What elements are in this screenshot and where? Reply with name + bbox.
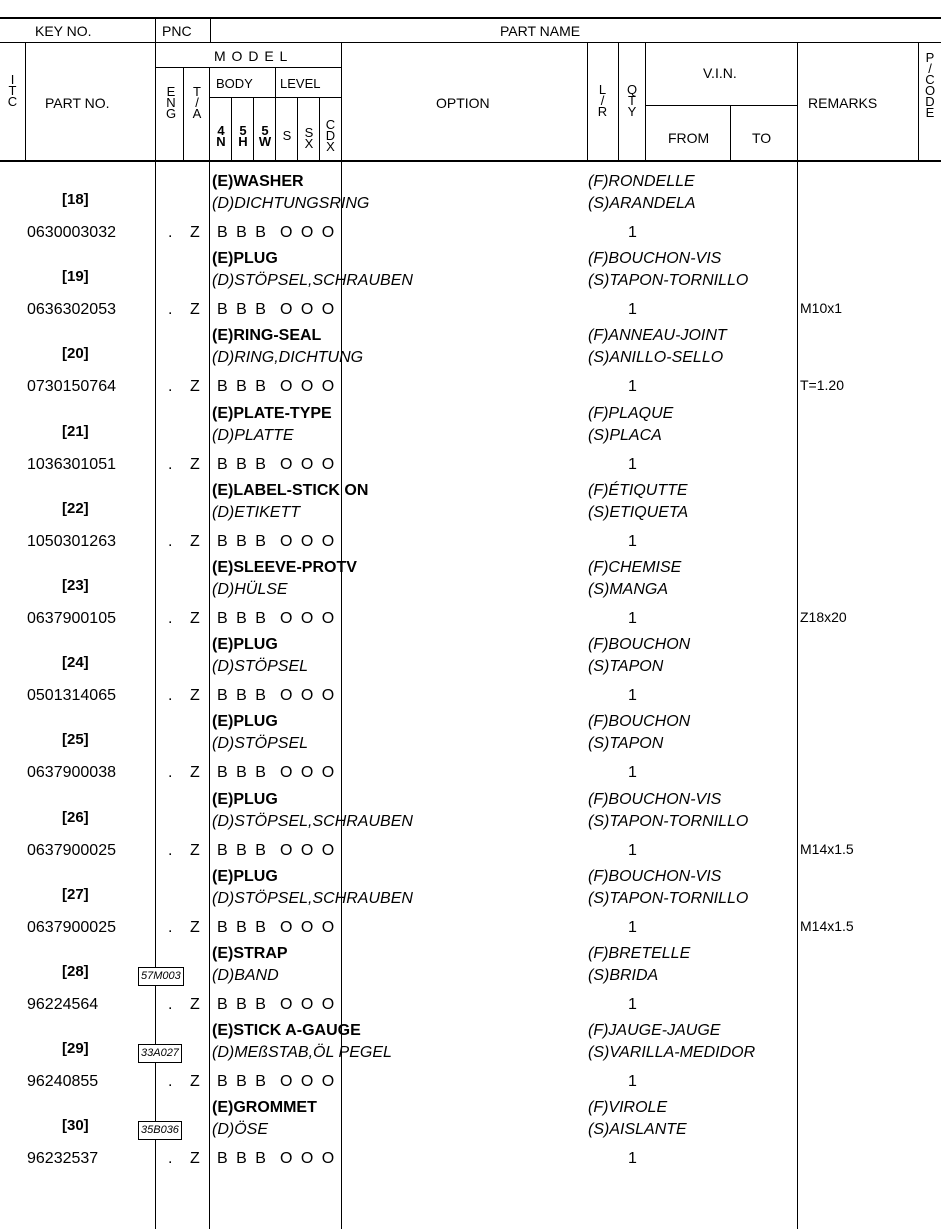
quantity: 1: [628, 919, 637, 936]
part-number: 96232537: [27, 1150, 99, 1167]
part-name-french: (F)JAUGE-JAUGE: [588, 1022, 721, 1039]
eng-code: .: [168, 919, 173, 936]
part-name-spanish: (S)BRIDA: [588, 967, 659, 984]
part-name-spanish: (S)TAPON: [588, 735, 664, 752]
divider: [275, 67, 276, 160]
key-number: [29]: [62, 1040, 89, 1057]
part-name-english: (E)LABEL-STICK ON: [212, 482, 369, 499]
ta-code: Z: [190, 764, 200, 781]
body-header: BODY: [216, 76, 253, 91]
itc-header: I T C: [7, 72, 18, 109]
part-name-german: (D)MEßSTAB,ÖL PEGEL: [212, 1044, 392, 1061]
part-name-english: (E)SLEEVE-PROTV: [212, 559, 357, 576]
quantity: 1: [628, 456, 637, 473]
part-number: 0637900025: [27, 842, 116, 859]
part-number: 96240855: [27, 1073, 99, 1090]
header-bottom-rule: [0, 160, 941, 162]
body-model-codes: B B B: [217, 533, 268, 550]
key-number: [25]: [62, 731, 89, 748]
ta-code: Z: [190, 1150, 200, 1167]
body-5h-header: 5 H: [238, 123, 248, 149]
part-number: 0501314065: [27, 687, 116, 704]
level-codes: O O O: [280, 1073, 337, 1090]
pnc-code: 35B036: [138, 1121, 182, 1140]
pnc-code: 57M003: [138, 967, 184, 986]
option-header: OPTION: [436, 95, 490, 111]
qty-header: Q T Y: [626, 82, 638, 119]
part-name-french: (F)VIROLE: [588, 1099, 668, 1116]
ta-code: Z: [190, 533, 200, 550]
part-number: 1050301263: [27, 533, 116, 550]
key-number: [19]: [62, 268, 89, 285]
key-number: [27]: [62, 886, 89, 903]
eng-code: .: [168, 996, 173, 1013]
remarks-header: REMARKS: [808, 95, 878, 111]
divider: [645, 42, 646, 160]
part-name-german: (D)STÖPSEL: [212, 658, 309, 675]
part-name-french: (F)PLAQUE: [588, 405, 674, 422]
body-model-codes: B B B: [217, 1073, 268, 1090]
part-name-spanish: (S)TAPON-TORNILLO: [588, 890, 749, 907]
quantity: 1: [628, 1073, 637, 1090]
eng-code: .: [168, 842, 173, 859]
body-model-codes: B B B: [217, 610, 268, 627]
part-name-german: (D)STÖPSEL: [212, 735, 309, 752]
level-sx-header: S X: [304, 125, 314, 151]
ta-code: Z: [190, 378, 200, 395]
part-name-french: (F)BRETELLE: [588, 945, 691, 962]
eng-code: .: [168, 764, 173, 781]
eng-code: .: [168, 224, 173, 241]
part-name-spanish: (S)TAPON-TORNILLO: [588, 813, 749, 830]
key-number: [28]: [62, 963, 89, 980]
quantity: 1: [628, 687, 637, 704]
eng-code: .: [168, 533, 173, 550]
body-model-codes: B B B: [217, 456, 268, 473]
part-name-german: (D)PLATTE: [212, 427, 294, 444]
part-name-spanish: (S)ARANDELA: [588, 195, 696, 212]
level-codes: O O O: [280, 1150, 337, 1167]
body-model-codes: B B B: [217, 687, 268, 704]
divider: [183, 67, 184, 160]
part-name-english: (E)PLATE-TYPE: [212, 405, 332, 422]
body-model-codes: B B B: [217, 919, 268, 936]
header-rule: [0, 42, 941, 43]
part-name-german: (D)STÖPSEL,SCHRAUBEN: [212, 272, 413, 289]
vin-to-header: TO: [752, 130, 772, 146]
part-name-english: (E)PLUG: [212, 250, 278, 267]
part-name-english: (E)PLUG: [212, 868, 278, 885]
quantity: 1: [628, 610, 637, 627]
pnc-header: PNC: [162, 23, 192, 39]
body-model-codes: B B B: [217, 842, 268, 859]
ta-code: Z: [190, 687, 200, 704]
part-number: 0637900105: [27, 610, 116, 627]
part-name-english: (E)PLUG: [212, 636, 278, 653]
body-5w-header: 5 W: [258, 123, 272, 149]
vin-rule: [645, 105, 797, 106]
ta-code: Z: [190, 842, 200, 859]
part-name-spanish: (S)VARILLA-MEDIDOR: [588, 1044, 756, 1061]
quantity: 1: [628, 996, 637, 1013]
part-name-header: PART NAME: [500, 23, 581, 39]
part-name-english: (E)WASHER: [212, 173, 304, 190]
body-model-codes: B B B: [217, 1150, 268, 1167]
part-number: 96224564: [27, 996, 99, 1013]
lr-header: L / R: [597, 82, 608, 119]
eng-code: .: [168, 610, 173, 627]
divider: [797, 42, 798, 1229]
part-name-french: (F)ÉTIQUTTE: [588, 482, 688, 499]
body-4n-header: 4 N: [216, 123, 226, 149]
divider: [231, 97, 232, 160]
level-codes: O O O: [280, 764, 337, 781]
part-name-french: (F)BOUCHON: [588, 636, 691, 653]
part-name-french: (F)CHEMISE: [588, 559, 682, 576]
body-model-codes: B B B: [217, 764, 268, 781]
pcode-header: P / C O D E: [924, 50, 936, 120]
eng-code: .: [168, 301, 173, 318]
ta-header: T / A: [192, 84, 202, 121]
quantity: 1: [628, 842, 637, 859]
part-name-english: (E)STRAP: [212, 945, 288, 962]
eng-code: .: [168, 1073, 173, 1090]
part-name-german: (D)BAND: [212, 967, 279, 984]
level-codes: O O O: [280, 687, 337, 704]
remarks-text: M10x1: [800, 300, 843, 316]
part-name-german: (D)ÖSE: [212, 1121, 268, 1138]
pnc-code: 33A027: [138, 1044, 182, 1063]
divider: [209, 67, 210, 1229]
ta-code: Z: [190, 610, 200, 627]
body-model-codes: B B B: [217, 224, 268, 241]
remarks-text: T=1.20: [800, 377, 844, 393]
part-number: 0637900025: [27, 919, 116, 936]
part-name-german: (D)HÜLSE: [212, 581, 288, 598]
key-number: [22]: [62, 500, 89, 517]
body-model-codes: B B B: [217, 996, 268, 1013]
level-codes: O O O: [280, 842, 337, 859]
ta-code: Z: [190, 224, 200, 241]
ta-code: Z: [190, 996, 200, 1013]
quantity: 1: [628, 764, 637, 781]
level-header: LEVEL: [280, 76, 321, 91]
key-number: [21]: [62, 423, 89, 440]
vin-header: V.I.N.: [703, 65, 737, 81]
quantity: 1: [628, 533, 637, 550]
part-name-german: (D)ETIKETT: [212, 504, 300, 521]
part-name-spanish: (S)AISLANTE: [588, 1121, 687, 1138]
part-no-header: PART NO.: [45, 95, 110, 111]
divider: [210, 18, 211, 43]
eng-header: E N G: [165, 84, 177, 121]
part-name-english: (E)RING-SEAL: [212, 327, 322, 344]
level-codes: O O O: [280, 533, 337, 550]
level-codes: O O O: [280, 301, 337, 318]
part-name-french: (F)BOUCHON-VIS: [588, 791, 722, 808]
part-name-spanish: (S)TAPON-TORNILLO: [588, 272, 749, 289]
part-name-spanish: (S)ETIQUETA: [588, 504, 689, 521]
level-s-header: S: [282, 128, 292, 143]
key-number: [24]: [62, 654, 89, 671]
part-name-english: (E)PLUG: [212, 713, 278, 730]
remarks-text: Z18x20: [800, 609, 847, 625]
divider: [25, 42, 26, 160]
divider: [253, 97, 254, 160]
ta-code: Z: [190, 919, 200, 936]
part-name-french: (F)BOUCHON-VIS: [588, 250, 722, 267]
part-name-french: (F)ANNEAU-JOINT: [588, 327, 727, 344]
level-codes: O O O: [280, 610, 337, 627]
part-name-english: (E)PLUG: [212, 791, 278, 808]
part-number: 0636302053: [27, 301, 116, 318]
remarks-text: M14x1.5: [800, 841, 854, 857]
model-header: M O D E L: [214, 48, 289, 64]
part-name-english: (E)STICK A-GAUGE: [212, 1022, 361, 1039]
key-number: [23]: [62, 577, 89, 594]
ta-code: Z: [190, 1073, 200, 1090]
remarks-text: M14x1.5: [800, 918, 854, 934]
body-model-codes: B B B: [217, 301, 268, 318]
key-number: [20]: [62, 345, 89, 362]
part-name-spanish: (S)ANILLO-SELLO: [588, 349, 724, 366]
ta-code: Z: [190, 301, 200, 318]
part-name-german: (D)RING,DICHTUNG: [212, 349, 364, 366]
part-number: 1036301051: [27, 456, 116, 473]
part-number: 0630003032: [27, 224, 116, 241]
body-model-codes: B B B: [217, 378, 268, 395]
level-codes: O O O: [280, 996, 337, 1013]
key-no-header: KEY NO.: [35, 23, 92, 39]
eng-code: .: [168, 1150, 173, 1167]
divider: [297, 97, 298, 160]
quantity: 1: [628, 1150, 637, 1167]
part-name-german: (D)DICHTUNGSRING: [212, 195, 370, 212]
quantity: 1: [628, 378, 637, 395]
header-top-rule: [0, 17, 941, 19]
level-codes: O O O: [280, 378, 337, 395]
key-number: [26]: [62, 809, 89, 826]
part-name-spanish: (S)MANGA: [588, 581, 668, 598]
eng-code: .: [168, 456, 173, 473]
part-name-english: (E)GROMMET: [212, 1099, 317, 1116]
level-cdx-header: C D X: [325, 117, 336, 154]
vin-from-header: FROM: [668, 130, 710, 146]
divider: [730, 105, 731, 160]
part-number: 0637900038: [27, 764, 116, 781]
part-name-french: (F)BOUCHON: [588, 713, 691, 730]
part-name-german: (D)STÖPSEL,SCHRAUBEN: [212, 890, 413, 907]
part-number: 0730150764: [27, 378, 116, 395]
key-number: [30]: [62, 1117, 89, 1134]
level-codes: O O O: [280, 919, 337, 936]
part-name-spanish: (S)PLACA: [588, 427, 662, 444]
level-codes: O O O: [280, 456, 337, 473]
key-number: [18]: [62, 191, 89, 208]
eng-code: .: [168, 687, 173, 704]
level-codes: O O O: [280, 224, 337, 241]
part-name-german: (D)STÖPSEL,SCHRAUBEN: [212, 813, 413, 830]
ta-code: Z: [190, 456, 200, 473]
quantity: 1: [628, 301, 637, 318]
part-name-spanish: (S)TAPON: [588, 658, 664, 675]
part-name-french: (F)BOUCHON-VIS: [588, 868, 722, 885]
eng-code: .: [168, 378, 173, 395]
quantity: 1: [628, 224, 637, 241]
part-name-french: (F)RONDELLE: [588, 173, 695, 190]
